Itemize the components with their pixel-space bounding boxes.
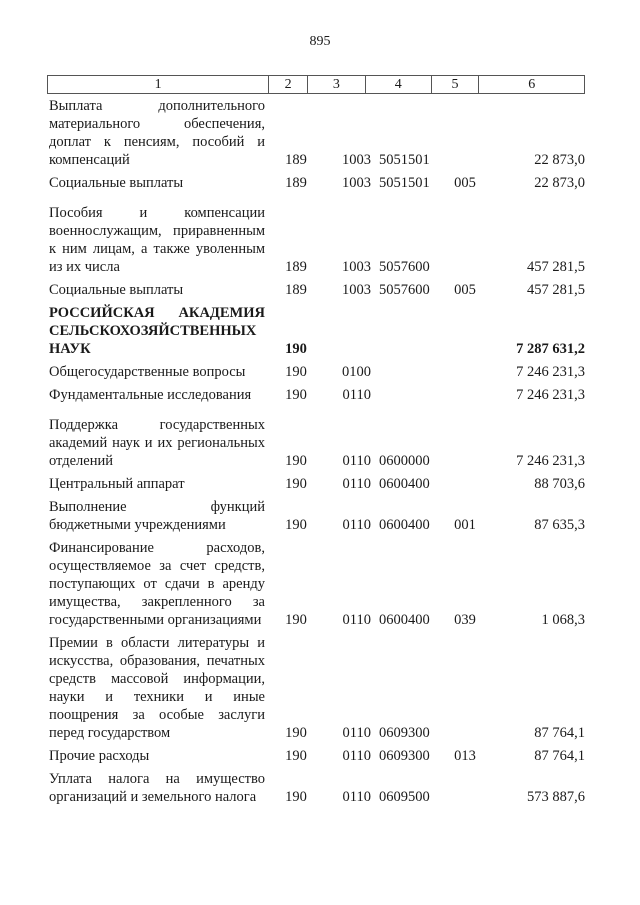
row-section-code: 0110 bbox=[342, 453, 371, 469]
row-expense-type: 005 bbox=[454, 175, 476, 191]
row-description: Социальные выплаты bbox=[49, 175, 184, 191]
row-description: РОССИЙСКАЯ АКАДЕМИЯ СЕЛЬСКОХОЗЯЙСТВЕННЫХ НАУК bbox=[49, 305, 265, 357]
table-row bbox=[49, 747, 585, 765]
row-section-code: 0110 bbox=[342, 725, 371, 741]
row-target-code: 5057600 bbox=[379, 259, 430, 275]
row-amount: 7 287 631,2 bbox=[516, 341, 585, 357]
row-amount: 7 246 231,3 bbox=[516, 387, 585, 403]
row-amount: 457 281,5 bbox=[527, 282, 585, 298]
row-amount: 22 873,0 bbox=[534, 152, 585, 168]
table-row bbox=[49, 204, 585, 276]
row-ministry-code: 190 bbox=[285, 612, 307, 628]
row-section-code: 0110 bbox=[342, 789, 371, 805]
row-amount: 1 068,3 bbox=[541, 612, 585, 628]
table-row bbox=[49, 97, 585, 169]
column-header-6: 6 bbox=[528, 77, 536, 92]
row-description: Социальные выплаты bbox=[49, 282, 184, 298]
row-expense-type: 001 bbox=[454, 517, 476, 533]
row-ministry-code: 190 bbox=[285, 453, 307, 469]
row-ministry-code: 190 bbox=[285, 748, 307, 764]
table-header-row bbox=[47, 75, 585, 94]
row-target-code: 0600400 bbox=[379, 476, 430, 492]
row-section-code: 1003 bbox=[342, 152, 371, 168]
row-target-code: 0600400 bbox=[379, 517, 430, 533]
row-description: Уплата налога на имущество организаций и земельного налога bbox=[49, 771, 265, 805]
row-section-code: 0100 bbox=[342, 364, 371, 380]
row-section-code: 1003 bbox=[342, 282, 371, 298]
row-section-code: 0110 bbox=[342, 612, 371, 628]
row-amount: 573 887,6 bbox=[527, 789, 585, 805]
table-row bbox=[49, 634, 585, 742]
row-description: Выполнение функций бюджетными учреждениями bbox=[49, 499, 265, 533]
row-amount: 7 246 231,3 bbox=[516, 453, 585, 469]
table-row bbox=[49, 363, 585, 381]
row-section-code: 0110 bbox=[342, 748, 371, 764]
row-amount: 87 764,1 bbox=[534, 725, 585, 741]
column-header-1: 1 bbox=[48, 76, 269, 93]
row-ministry-code: 190 bbox=[285, 476, 307, 492]
table-row bbox=[49, 770, 585, 806]
table-row bbox=[49, 281, 585, 299]
table-row-section-heading bbox=[49, 304, 585, 358]
row-section-code: 0110 bbox=[342, 517, 371, 533]
row-ministry-code: 190 bbox=[285, 517, 307, 533]
row-target-code: 0600400 bbox=[379, 612, 430, 628]
row-description: Поддержка государственных академий наук и их региональных отделений bbox=[49, 417, 265, 469]
table-row bbox=[49, 174, 585, 192]
column-header-3: 3 bbox=[308, 76, 366, 93]
row-target-code: 0609300 bbox=[379, 748, 430, 764]
table-row bbox=[49, 498, 585, 534]
row-amount: 88 703,6 bbox=[534, 476, 585, 492]
row-ministry-code: 190 bbox=[285, 341, 307, 357]
row-ministry-code: 190 bbox=[285, 725, 307, 741]
row-target-code: 5057600 bbox=[379, 282, 430, 298]
row-ministry-code: 189 bbox=[285, 259, 307, 275]
table-row bbox=[49, 386, 585, 404]
row-description: Прочие расходы bbox=[49, 748, 150, 764]
row-amount: 87 635,3 bbox=[534, 517, 585, 533]
row-section-code: 0110 bbox=[342, 387, 371, 403]
row-description: Премии в области литературы и искусства, образования, печатных средств массовой информации, науки и техники и иные поощрения за особые заслуги перед государством bbox=[49, 635, 265, 741]
row-ministry-code: 189 bbox=[285, 175, 307, 191]
row-amount: 22 873,0 bbox=[534, 175, 585, 191]
table-row bbox=[49, 416, 585, 470]
row-expense-type: 005 bbox=[454, 282, 476, 298]
row-section-code: 0110 bbox=[342, 476, 371, 492]
row-description: Общегосударственные вопросы bbox=[49, 364, 246, 380]
table-body bbox=[49, 97, 585, 811]
row-description: Центральный аппарат bbox=[49, 476, 185, 492]
row-target-code: 5051501 bbox=[379, 175, 430, 191]
column-header-2: 2 bbox=[269, 76, 308, 93]
row-expense-type: 039 bbox=[454, 612, 476, 628]
row-ministry-code: 190 bbox=[285, 364, 307, 380]
row-expense-type: 013 bbox=[454, 748, 476, 764]
row-target-code: 0609500 bbox=[379, 789, 430, 805]
row-target-code: 5051501 bbox=[379, 152, 430, 168]
row-ministry-code: 189 bbox=[285, 282, 307, 298]
row-target-code: 0609300 bbox=[379, 725, 430, 741]
row-ministry-code: 190 bbox=[285, 387, 307, 403]
table-row bbox=[49, 539, 585, 629]
row-description: Пособия и компенсации военнослужащим, приравненным к ним лицам, а также уволенным из их числа bbox=[49, 205, 265, 275]
table-row bbox=[49, 475, 585, 493]
column-header-5: 5 bbox=[432, 76, 480, 93]
column-header-4: 4 bbox=[366, 76, 432, 93]
row-description: Фундаментальные исследования bbox=[49, 387, 252, 403]
row-amount: 87 764,1 bbox=[534, 748, 585, 764]
row-section-code: 1003 bbox=[342, 259, 371, 275]
page-number: 895 bbox=[309, 34, 331, 49]
row-description: Выплата дополнительного материального обеспечения, доплат к пенсиям, пособий и компенсаций bbox=[49, 98, 265, 168]
row-ministry-code: 190 bbox=[285, 789, 307, 805]
row-description: Финансирование расходов, осуществляемое за счет средств, поступающих от сдачи в аренду имущества, закрепленного за государственными организациями bbox=[49, 540, 265, 628]
row-amount: 457 281,5 bbox=[527, 259, 585, 275]
row-amount: 7 246 231,3 bbox=[516, 364, 585, 380]
row-section-code: 1003 bbox=[342, 175, 371, 191]
row-ministry-code: 189 bbox=[285, 152, 307, 168]
row-target-code: 0600000 bbox=[379, 453, 430, 469]
